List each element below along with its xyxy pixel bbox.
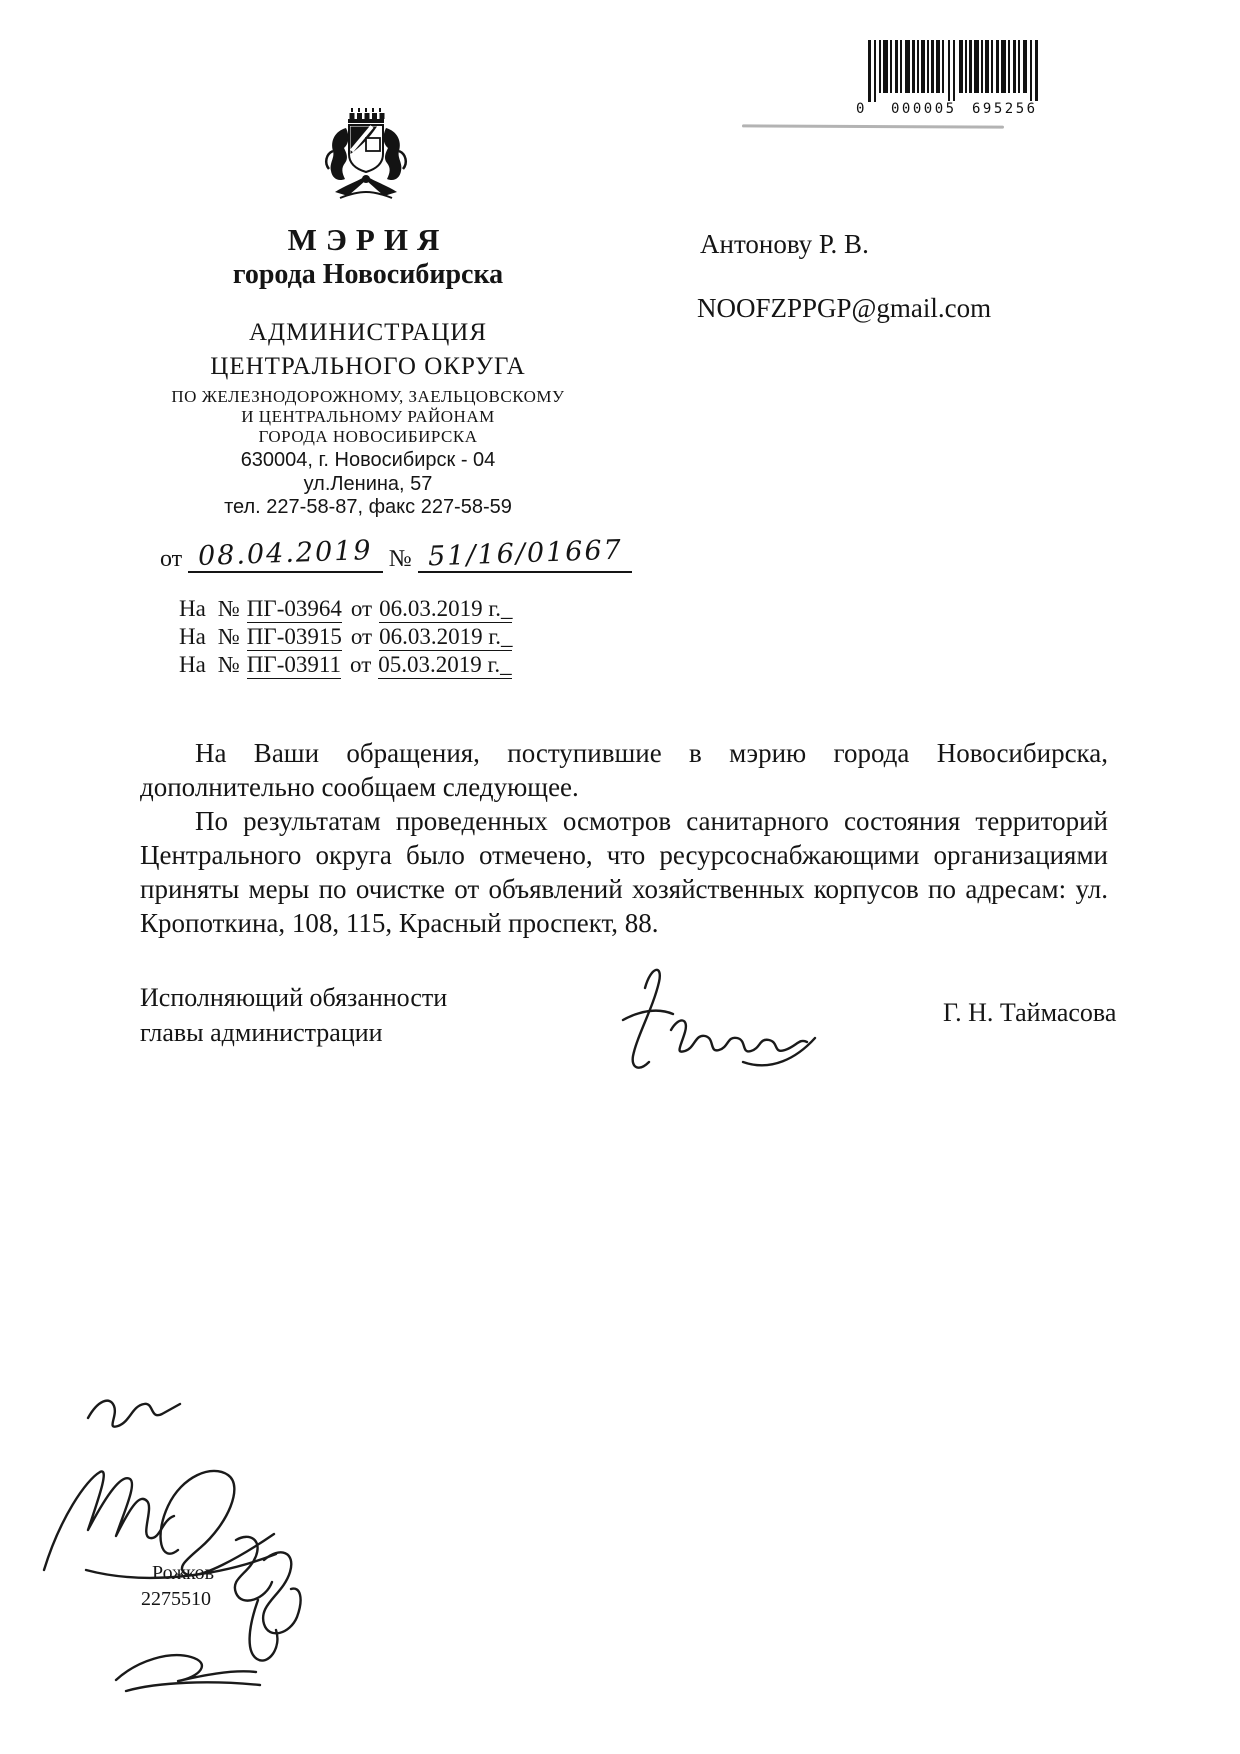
sender-scope-line2: И ЦЕНТРАЛЬНОМУ РАЙОНАМ [241,407,495,426]
sender-address-line1: 630004, г. Новосибирск - 04 [240,449,496,471]
executor-phone: 2275510 [141,1588,211,1610]
sender-scope-line3: ГОРОДА НОВОСИБИРСКА [258,427,478,446]
novosibirsk-coat-of-arms-icon [320,108,412,206]
sender-address-line3: тел. 227-58-87, факс 227-58-59 [224,496,512,518]
signatory-title-line1: Исполняющий обязанности [140,983,448,1012]
scan-artifact-line [742,124,1004,128]
reference-number: ПГ-03915 [246,624,342,649]
na-label: На [179,624,206,649]
ot-label: от [350,652,372,677]
ot-label: от [350,596,373,621]
letter-body [140,736,1108,940]
reference-line-2 [179,624,512,650]
outgoing-date-field [188,534,383,573]
sender-org-line1: МЭРИЯ [287,222,449,257]
outgoing-number-line [160,534,638,573]
footer-signatures-handwritten [28,1388,368,1718]
barcode [866,40,1042,102]
sender-address-line2: ул.Ленина, 57 [303,473,433,495]
barcode-digits-group1: 000005 [891,101,957,117]
signatory-title-line2: главы администрации [140,1018,383,1047]
reference-date: 05.03.2019 г._ [378,652,512,677]
reference-number: ПГ-03911 [246,652,341,677]
outgoing-number-handwritten: 51/16/01667 [427,534,623,573]
recipient-email: NOOFZPPGP@gmail.com [697,293,992,323]
sender-scope-line1: ПО ЖЕЛЕЗНОДОРОЖНОМУ, ЗАЕЛЬЦОВСКОМУ [171,387,565,406]
ot-label: от [160,546,183,572]
no-label: № [217,596,240,621]
reference-date: 06.03.2019 г._ [379,624,513,649]
recipient-name: Антонову Р. В. [700,229,869,259]
outgoing-date-handwritten: 08.04.2019 [197,534,374,573]
outgoing-number-field [418,534,633,573]
signature-handwritten [593,958,823,1088]
reference-number: ПГ-03964 [246,596,342,621]
sender-dept-line1: АДМИНИСТРАЦИЯ [249,319,487,346]
na-label: На [179,596,206,621]
sender-dept-line2: ЦЕНТРАЛЬНОГО ОКРУГА [210,353,526,380]
body-paragraph-1: На Ваши обращения, поступившие в мэрию города Новосибирска, дополнительно сообщаем следующее. [140,738,1108,802]
reference-line-1 [179,596,512,622]
ot-label: от [350,624,373,649]
na-label: На [179,652,206,677]
no-label: № [388,546,412,572]
no-label: № [217,652,240,677]
executor-name: Рожков [152,1562,215,1584]
barcode-digit-prefix: 0 [856,101,867,117]
reference-date: 06.03.2019 г._ [379,596,513,621]
sender-org-line2: города Новосибирска [232,259,504,290]
signatory-name: Г. Н. Таймасова [943,998,1117,1027]
no-label: № [217,624,240,649]
reference-line-3 [179,652,512,678]
barcode-digits-group2: 695256 [972,101,1038,117]
body-paragraph-2: По результатам проведенных осмотров санитарного состояния территорий Центрального округа было отмечено, что ресурсоснабжающими организациями приняты меры по очистке от объявлений хозяйственных корпусов по адресам: ул. Кропоткина, 108, 115, Красный проспект, 88. [140,806,1108,938]
